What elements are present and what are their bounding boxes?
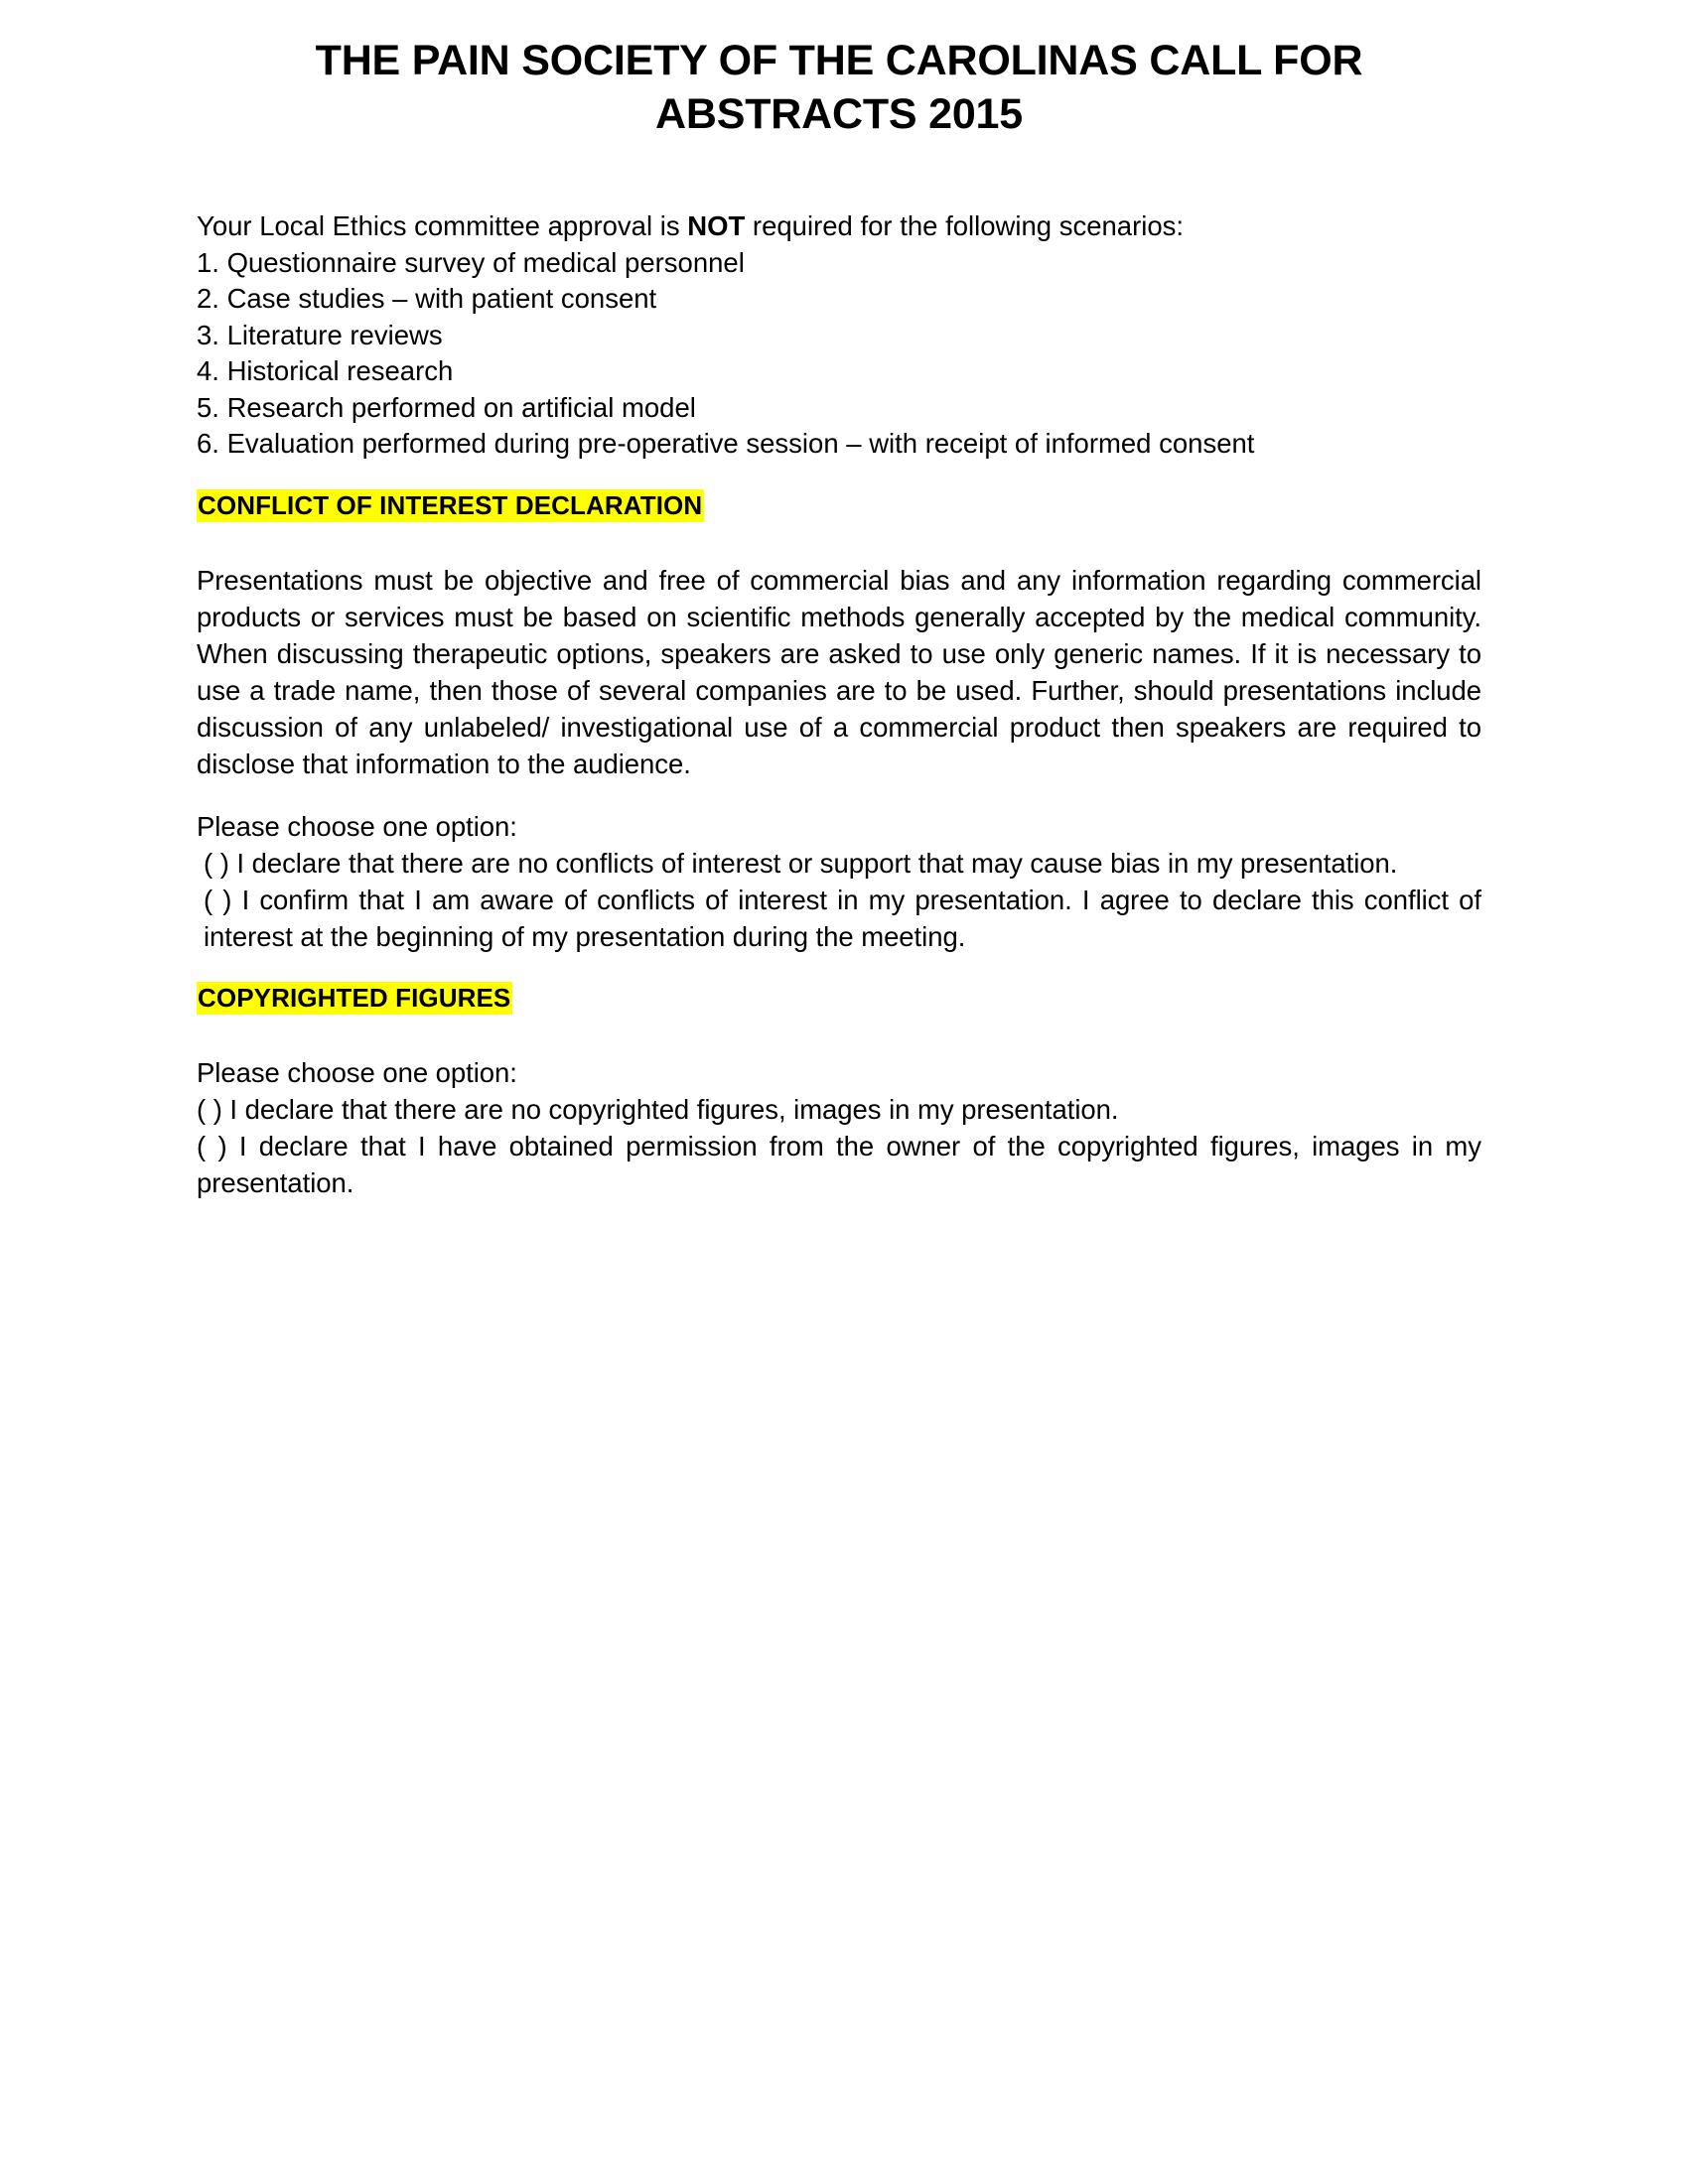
conflict-choose-label: Please choose one option:: [197, 810, 517, 842]
list-item: 3. Literature reviews: [197, 319, 443, 350]
page-title-line-2: ABSTRACTS 2015: [655, 90, 1023, 139]
conflict-of-interest-heading: CONFLICT OF INTEREST DECLARATION: [198, 489, 703, 520]
copyright-choose-label: Please choose one option:: [197, 1056, 517, 1088]
document-body: [197, 208, 1481, 1201]
ethics-intro-prefix: Your Local Ethics committee approval is: [197, 210, 688, 241]
list-item: 1. Questionnaire survey of medical personnel: [197, 246, 745, 278]
ethics-intro-emphasis: NOT: [687, 210, 746, 241]
list-item: 5. Research performed on artificial model: [197, 391, 696, 423]
conflict-option-1[interactable]: ( ) I declare that there are no conflicts of interest or support that may cause bias in my presentation.: [204, 847, 1398, 879]
list-item: 4. Historical research: [197, 355, 454, 386]
copyright-option-2[interactable]: ( ) I declare that I have obtained permission from the owner of the copyrighted figures, images in my presentation.: [197, 1130, 1481, 1198]
page-title: [199, 34, 1479, 141]
list-item: 6. Evaluation performed during pre-operative session – with receipt of informed consent: [197, 428, 1255, 459]
ethics-list: [197, 245, 1481, 463]
conflict-option-2[interactable]: ( ) I confirm that I am aware of conflicts of interest in my presentation. I agree to declare this conflict of interest at the beginning of my presentation during the meeting.: [204, 884, 1481, 952]
conflict-of-interest-paragraph: Presentations must be objective and free of commercial bias and any information regarding commercial products or services must be based on scientific methods generally accepted by the medical community. When discussing therapeutic options, speakers are asked to use only generic names. If it is necessary to use a trade name, then those of several companies are to be used. Further, should presentations include discussion of any unlabeled/ investigational use of a commercial product then speakers are required to disclose that information to the audience.: [197, 564, 1481, 779]
ethics-intro: [197, 208, 1481, 245]
page-title-line-1: THE PAIN SOCIETY OF THE CAROLINAS CALL FOR: [315, 37, 1363, 84]
copyrighted-figures-heading-row: [197, 981, 1481, 1021]
list-item: 2. Case studies – with patient consent: [197, 283, 657, 314]
copyright-option-1[interactable]: ( ) I declare that there are no copyrighted figures, images in my presentation.: [197, 1093, 1119, 1125]
conflict-of-interest-heading-row: [197, 488, 1481, 528]
ethics-intro-suffix: required for the following scenarios:: [745, 210, 1185, 241]
copyrighted-figures-heading: COPYRIGHTED FIGURES: [198, 982, 511, 1013]
